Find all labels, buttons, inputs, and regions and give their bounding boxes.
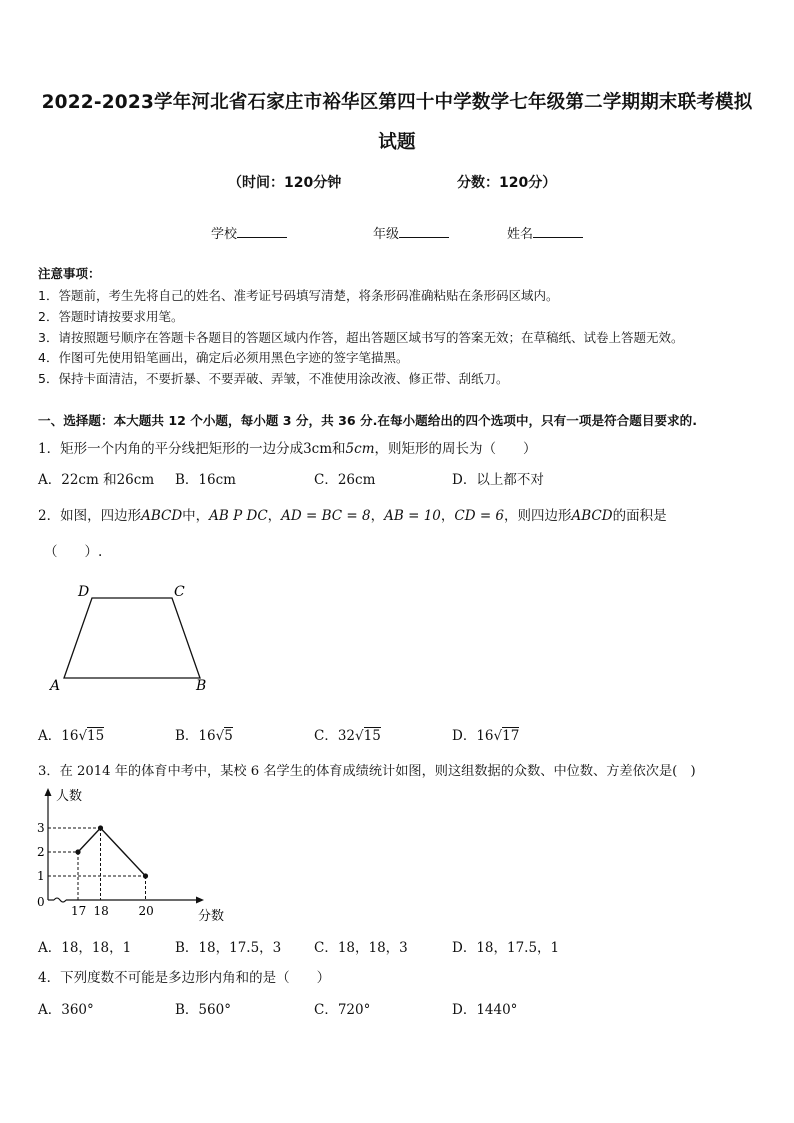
name-blank[interactable] xyxy=(533,225,583,238)
option-coef: 16 xyxy=(198,728,216,744)
q2-option-b[interactable] xyxy=(175,724,233,744)
q2-parallel: AB P DC xyxy=(209,508,268,524)
option-letter: D． xyxy=(452,728,477,744)
name-field[interactable] xyxy=(507,223,583,242)
option-letter: A． xyxy=(38,728,62,744)
y-tick-label: 2 xyxy=(37,845,45,859)
question-4: 4．下列度数不可能是多边形内角和的是（ ） xyxy=(38,970,331,986)
x-tick-label: 20 xyxy=(138,904,154,918)
question-2 xyxy=(38,504,667,524)
q1-tail: ，则矩形的周长为（ ） xyxy=(374,441,537,457)
y-axis-label: 人数 xyxy=(56,789,83,804)
data-point xyxy=(98,825,103,830)
q2-tail: ，则四边形 xyxy=(504,508,572,524)
q2-option-c[interactable] xyxy=(314,724,381,744)
vertex-label-d: D xyxy=(78,584,90,600)
grade-label: 年级 xyxy=(373,227,400,242)
data-point xyxy=(143,873,148,878)
note-item: 2．答题时请按要求用笔。 xyxy=(38,309,184,324)
q3-option-a[interactable]: A．18，18，1 xyxy=(38,940,132,956)
q4-option-b[interactable]: B．560° xyxy=(175,1002,231,1018)
q1-and: 和 xyxy=(332,441,346,457)
doc-title-line1: 2022-2023学年河北省石家庄市裕华区第四十中学数学七年级第二学期期末联考模拟 xyxy=(41,92,753,113)
q2-eq-3: CD = 6 xyxy=(454,508,505,524)
question-1 xyxy=(38,437,537,457)
time-label: （时间：120分钟 xyxy=(228,175,342,191)
school-label: 学校 xyxy=(211,227,238,242)
note-item: 4．作图可先使用铅笔画出，确定后必须用黑色字迹的签字笔描黑。 xyxy=(38,350,409,365)
option-coef: 16 xyxy=(61,728,79,744)
option-radicand: 17 xyxy=(502,728,520,744)
sqrt-icon: √ xyxy=(78,728,88,744)
school-field[interactable] xyxy=(211,223,287,242)
axis-break-icon xyxy=(54,898,66,902)
data-point xyxy=(75,849,80,854)
option-coef: 16 xyxy=(476,728,494,744)
series-line xyxy=(78,828,146,876)
option-radicand: 15 xyxy=(87,728,105,744)
q1-option-c[interactable]: C．26cm xyxy=(314,472,376,488)
q2-tail-2: 的面积是 xyxy=(612,508,667,524)
x-axis-label: 分数 xyxy=(198,909,225,924)
option-radicand: 15 xyxy=(363,728,381,744)
q1-option-a[interactable]: A．22cm 和26cm xyxy=(38,472,155,488)
option-letter: B． xyxy=(175,728,199,744)
q2-mid: 中， xyxy=(182,508,210,524)
q2-eq-2: AB = 10 xyxy=(384,508,441,524)
q4-option-d[interactable]: D．1440° xyxy=(452,1002,518,1018)
q3-option-d[interactable]: D．18，17.5，1 xyxy=(452,940,560,956)
q3-option-c[interactable]: C．18，18，3 xyxy=(314,940,408,956)
y-tick-label: 3 xyxy=(37,821,45,835)
y-axis-arrow xyxy=(45,788,52,796)
note-item: 5．保持卡面清洁，不要折暴、不要弄破、弄皱，不准使用涂改液、修正带、刮纸刀。 xyxy=(38,371,509,386)
section-heading: 一、选择题：本大题共 12 个小题，每小题 3 分，共 36 分.在每小题给出的四个选项中，只有一项是符合题目要求的. xyxy=(38,413,698,428)
q2-option-a[interactable] xyxy=(38,724,104,744)
trapezoid-figure xyxy=(40,578,220,696)
q1-option-b[interactable]: B．16cm xyxy=(175,472,236,488)
y-tick-label: 1 xyxy=(37,869,45,883)
vertex-label-b: B xyxy=(196,678,207,694)
q1-text: 1．矩形一个内角的平分线把矩形的一边分成 xyxy=(38,441,304,457)
trapezoid-shape xyxy=(64,598,200,678)
vertex-label-a: A xyxy=(50,678,61,694)
x-tick-label: 17 xyxy=(71,904,87,918)
question-3: 3．在 2014 年的体育中考中，某校 6 名学生的体育成绩统计如图，则这组数据的众数、中位数、方差依次是( ) xyxy=(38,764,696,779)
doc-title-line2: 试题 xyxy=(378,132,416,153)
sqrt-icon: √ xyxy=(355,728,364,744)
x-axis-arrow xyxy=(196,897,204,904)
q1-value-1: 3cm xyxy=(303,441,333,457)
score-label: 分数：120分） xyxy=(457,175,557,191)
sqrt-icon: √ xyxy=(215,728,225,744)
school-blank[interactable] xyxy=(237,225,287,238)
q4-option-a[interactable]: A．360° xyxy=(38,1002,94,1018)
q2-text: 2．如图，四边形 xyxy=(38,508,142,524)
note-item: 3．请按照题号顺序在答题卡各题目的答题区域内作答，超出答题区域书写的答案无效；在草稿纸、试卷上答题无效。 xyxy=(38,330,684,345)
q2-comma: ， xyxy=(440,508,455,524)
grade-field[interactable] xyxy=(373,223,449,242)
option-coef: 32 xyxy=(337,728,356,744)
q2-comma: ， xyxy=(370,508,385,524)
q1-option-d[interactable]: D．以上都不对 xyxy=(452,472,544,488)
x-tick-label: 18 xyxy=(93,904,109,918)
q1-value-2: 5cm xyxy=(345,441,375,457)
option-radicand: 5 xyxy=(224,728,233,744)
q2-answer-paren: （ ）. xyxy=(44,544,103,560)
notes-heading: 注意事项： xyxy=(38,266,101,281)
q2-comma: ， xyxy=(267,508,282,524)
score-chart xyxy=(28,786,238,926)
name-label: 姓名 xyxy=(507,227,534,242)
q2-shape: ABCD xyxy=(141,508,183,524)
q2-eq-1: AD = BC = 8 xyxy=(281,508,371,524)
q2-option-d[interactable] xyxy=(452,724,519,744)
note-item: 1．答题前，考生先将自己的姓名、准考证号码填写清楚，将条形码准确粘贴在条形码区域内。 xyxy=(38,288,559,303)
q2-shape: ABCD xyxy=(571,508,613,524)
q4-option-c[interactable]: C．720° xyxy=(314,1002,371,1018)
vertex-label-c: C xyxy=(174,584,185,600)
sqrt-icon: √ xyxy=(493,728,503,744)
q3-option-b[interactable]: B．18，17.5，3 xyxy=(175,940,282,956)
origin-label: 0 xyxy=(37,895,45,909)
option-letter: C． xyxy=(314,728,338,744)
grade-blank[interactable] xyxy=(399,225,449,238)
